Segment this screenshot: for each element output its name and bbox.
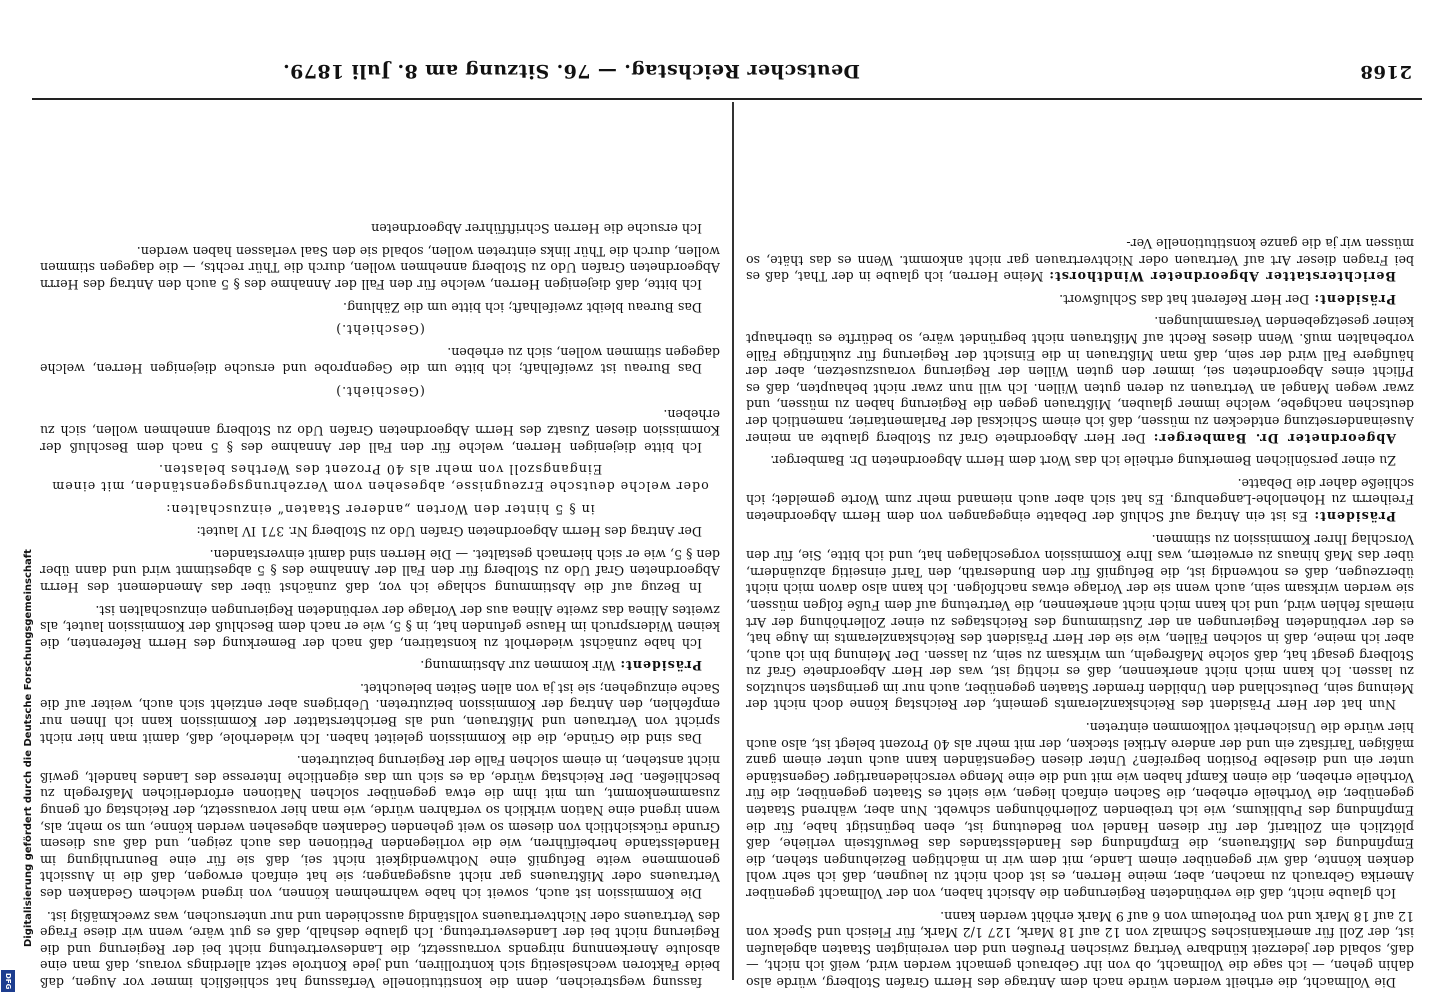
speaker-name: Präsident: xyxy=(1313,508,1396,524)
paragraph-text: Das sind die Gründe, die die Kommission geleitet haben. Ich wiederhole, daß, damit man hier nicht spricht von Vertrauen und Mißtrauen, und als Berichterstatter der Kommission kann ich Ihnen nur empfehlen, den Antrag der Kommission beizutreten. Uebrigens aber entzieht sich auch, weiter auf die Sache einzugehen; sie ist ja von allen Seiten beleuchtet. xyxy=(40,680,720,746)
left_column-paragraph xyxy=(746,290,1414,307)
paragraph-text: Nun hat der Herr Präsident des Reichskanzleramts gemeint, der Reichstag könne doch nicht der Meinung sein, Deutschland den Unbilden fremder Staaten gegenüber, auch nur im geringsten schutzlos zu lassen. Ich kann mich nicht anerkennen, daß es richtig ist, was der Herr Abgeordnete Graf zu Stolberg gesagt hat, daß solche Maßregeln, um wirksam zu sein, zu lassen. Der Meinung bin ich auch, aber ich meine, daß in solchen Fällen, wie sie der Herr Präsident des Reichskanzleramts im Auge hat, es der verbündeten Regierungen an der Zustimmung des Reichstages zu einer Zollerhöhung der Art niemals fehlen wird, und ich kann mich nicht anerkennen, die Vertretung auf dem Fuße folgen müssen, sie werden wirksam sein, auch wenn sie der Vorlage etwas nachfolgen. Ich kann also davon mich nicht überzeugen, daß es notwendig ist, die Befugniß für den Bundesrath, den Tarif einseitig abzuändern, über das Maß hinaus zu erweitern, was Ihre Kommission vorgeschlagen hat, und ich bitte, Sie, für den Vorschlag Ihrer Kommission zu stimmen. xyxy=(746,531,1414,713)
right_column-paragraph xyxy=(40,601,720,651)
right_column-paragraph xyxy=(40,523,720,540)
speaker-name: Präsident: xyxy=(1313,291,1396,307)
paragraph-text: fassung wegstreichen, denn die konstitutionelle Verfassung hat schließlich immer vor Augen, daß beide Faktoren wechselseitig sich kontrolliren, und jede Kontrole setzt allerdings voraus, daß man eine absolute Anerkennung nirgends vorraussetzt, die Landesvertretung nicht bei der Regierung und die Regierung nicht bei der Landesvertretung. Ich glaube deshalb, daß es gut wäre, wenn wir diese Frage des Vertrauens oder Nichtvertrauens vollständig ausschieden und nur untersuchen, was zweckmäßig ist. xyxy=(40,908,720,990)
paragraph-text: Meine Herren, ich glaube in der That, daß es bei Fragen dieser Art auf Vertrauen oder Nichtvertrauen gar nicht ankommt. Wenn es das thäte, so müssen wir ja die ganze konstitutionelle Ver- xyxy=(746,236,1414,285)
left_column-paragraph xyxy=(746,234,1414,284)
paragraph-text: Das Bureau bleibt zweifelhaft; ich bitte um die Zählung. xyxy=(342,299,702,315)
paragraph-text: Ich ersuche die Herren Schriftführer Abgeordneten xyxy=(371,221,702,237)
right_column-paragraph xyxy=(40,343,720,376)
left_column-paragraph xyxy=(746,474,1414,524)
paragraph-text: Der Herr Referent hat das Schlußwort. xyxy=(1059,291,1310,307)
left_column-paragraph xyxy=(746,530,1414,713)
page-header xyxy=(20,48,1420,88)
right_column-paragraph xyxy=(40,657,720,674)
right_column-paragraph xyxy=(40,461,720,494)
paragraph-text: Die Kommission ist auch, soweit ich habe wahrnehmen können, von irgend welchem Gedanken des Vertrauens oder Mißtrauens gar nicht ausgegangen; sie hat einfach erwogen, daß die in Aussicht genommene weite Befugniß eine Nothwendigkeit nicht sei, daß sie für eine Beunruhigung im Handelsstande herbeiführen, wie die vorliegenden Petitionen das auch zeigen, und daß aus diesem Grunde rücksichtlich von diesem so weit gehenden Gedanken abgesehen werden könne, um so mehr, als, wenn irgend eine Nation wirklich so verfahren würde, wie man hier voraussetzt, der Reichstag oft genug zusammenkommt, um mit ihm die etwa gegenüber solchen Nationen erforderlichen Maßregeln zu beschließen. Der Reichstag würde, da es sich um das eigentliche Interesse des Landes handelt, gewiß nicht anstehen, in einem solchen Falle der Regierung beizutreten. xyxy=(40,753,720,902)
speaker-name: Präsident: xyxy=(619,658,702,674)
paragraph-text: Ich bitte, daß diejenigen Herren, welche für den Fall der Annahme des § 5 auch den Antrag des Herrn Abgeordneten Grafen Udo zu Stolberg annehmen wollen, durch die Thür rechts, — die dagegen stimmen wollen, durch die Thür links eintreten wollen, sobald sie den Saal verlassen haben werden. xyxy=(40,243,720,293)
right_column-paragraph xyxy=(40,321,720,338)
paragraph-text: Ich bitte diejenigen Herren, welche für den Fall der Annahme des § 5 nach dem Beschluß der Kommission diesen Zusatz des Herrn Abgeordneten Grafen Udo zu Stolberg annehmen wollen, sich zu erheben. xyxy=(40,406,720,455)
right_column-paragraph xyxy=(40,298,720,315)
right_column-paragraph xyxy=(40,500,720,517)
paragraph-text: Der Antrag des Herrn Abgeordneten Grafen Udo zu Stolberg Nr. 371 IV lautet: xyxy=(196,524,702,540)
right_column-paragraph xyxy=(40,382,720,399)
speaker-name: Abgeordneter Dr. Bamberger: xyxy=(1152,430,1396,446)
right_column-paragraph xyxy=(40,907,720,990)
right_column-paragraph xyxy=(40,242,720,292)
paragraph-text: in § 5 hinter den Worten „anderer Staaten“ einzuschalten: xyxy=(165,501,595,517)
header-rule xyxy=(32,98,1422,100)
right_column-paragraph xyxy=(40,679,720,745)
left_column-paragraph xyxy=(746,452,1414,469)
paragraph-text: Das Bureau ist zweifelhaft; ich bitte um die Gegenprobe und ersuche diejenigen Herren, welche dagegen stimmen wollen, sich zu erheben. xyxy=(40,344,720,377)
paragraph-text: (Geschieht.) xyxy=(335,322,425,338)
right_column-paragraph xyxy=(40,752,720,901)
left_column-paragraph xyxy=(746,313,1414,446)
column-divider xyxy=(732,102,734,980)
left_column-paragraph xyxy=(746,907,1414,990)
paragraph-text: Zu einer persönlichen Bemerkung ertheile ich das Wort dem Herrn Abgeordneten Dr. Bamberger. xyxy=(770,453,1396,469)
paragraph-text: Der Herr Abgeordnete Graf zu Stolberg glaubte an meiner Auseinandersetzung entdecken zu müssen, daß ich einem Schicksal der Parlamentarier, namentlich der deutschen nachgebe, welche immer glauben, Mißtrauen gegen die Regierung haben zu müssen, und zwar wegen Mangel an Vertrauen zu deren guten Willen. Ich will nun zwar nicht behaupten, daß es Pflicht eines Abgeordneten sei, immer den guten Willen der Regierung vorauszusetzen, aber der häufigere Fall wird der sein, daß man Mißtrauen in die Einsicht der Regierung für zukünftige Fälle vorbehalten muß. Wenn dieses Recht auf Mißtrauen nicht begründet wäre, so bedürfte es überhaupt keiner gesetzgebenden Versammlungen. xyxy=(746,314,1414,446)
page-title: Deutscher Reichstag. — 76. Sitzung am 8. Juli 1879. xyxy=(282,60,860,82)
paragraph-text: In Bezug auf die Abstimmung schlage ich vor, daß zunächst über das Amendement des Herrn Abgeordneten Graf Udo zu Stolberg für den Fall der Annahme des § 5 abgestimmt wird und dann über den § 5, wie er sich hiernach gestaltet. — Die Herren sind damit einverstanden. xyxy=(40,546,720,595)
left-text-column xyxy=(746,106,1414,990)
paragraph-text: Es ist ein Antrag auf Schluß der Debatte eingegangen von dem Herrn Abgeordneten Freiherrn zu Hohenlohe-Langenburg. Es hat sich aber auch niemand mehr zum Worte gemeldet; ich schließe daher die Debatte. xyxy=(746,475,1414,524)
paragraph-text: Ich habe zunächst wiederholt zu konstatiren, daß nach der Bemerkung des Herrn Referenten, die keinen Widerspruch im Hause gefunden hat, in § 5, wie er nach dem Beschluß der Kommission lautet, als zweites Alinea das zweite Alinea aus der Vorlage der verbündeten Regierungen einzuschalten ist. xyxy=(40,602,720,651)
paragraph-text: Wir kommen zur Abstimmung. xyxy=(420,658,616,674)
right-text-column xyxy=(40,106,720,990)
right_column-paragraph xyxy=(40,545,720,595)
left_column-paragraph xyxy=(746,719,1414,902)
paragraph-text: oder welche deutsche Erzeugnisse, abgesehen vom Verzehrungsgegenständen, mit einem Eingangszoll von mehr als 40 Prozent des Werthes belasten. xyxy=(51,462,709,494)
digitization-note: Digitalisierung gefördert durch die Deutsche Forschungsgemeinschaft xyxy=(23,549,34,947)
paragraph-text: (Geschieht.) xyxy=(335,384,425,399)
dfg-logo: DFG xyxy=(1,970,15,992)
paragraph-text: Die Vollmacht, die ertheilt werden würde nach dem Antrage des Herrn Grafen Stolberg, würde also dahin gehen, — ich sage die Vollmacht, ob von ihr Gebrauch gemacht werden wird, weiß ich nicht, — daß, sobald der jederzeit kündbare Vertrag zwischen Preußen und den vereinigten Staaten abgelaufen ist, der Zoll für amerikanisches Schmalz von 12 auf 18 Mark, 127 1/2 Mark, für Fleisch und Speck von 12 auf 18 Mark und von Petroleum von 6 auf 9 Mark erhöht werden kann. xyxy=(746,908,1414,990)
page-number: 2168 xyxy=(1359,61,1412,82)
right_column-paragraph xyxy=(40,220,720,237)
right_column-paragraph xyxy=(40,405,720,455)
paragraph-text: Ich glaube nicht, daß die verbündeten Regierungen die Absicht haben, von der Vollmacht gegenüber Amerika Gebrauch zu machen, aber, meine Herren, es ist doch nicht zu leugnen, daß ich sehr wohl denken könnte, daß wir gegenüber einem Lande, mit dem wir in mächtigen Beziehungen stehen, die Empfindung des Mißtrauens, die Empfindung des Handelsstandes das Bewußtsein verliehe, daß plötzlich ein Zolltarif, der für diesen Handel von Bedeutung ist, eben begünstigt habe, für die Empfindung des Publikums, wie ich treibenden Zollerhöhungen schwebt. Nun aber, während Staaten gegenüber, die Vortheile erheben, die Sachen einfach liegen, wie sieht es Staaten gegenüber, die für Vortheile erheben, die einen Kampf haben wie mit und die eine Menge verschiedenartiger Gegenstände unter ein und dieselbe Position begreifen? Unter diesen Gegenständen kann auch unter einem ganz mäßigen Tarifsatz ein und der andere Artikel stecken, der mit mehr als 40 Prozent belegt ist, also auch hier würde die Unsicherheit vollkommen eintreten. xyxy=(746,720,1414,902)
speaker-name: Berichterstatter Abgeordneter Windthorst: xyxy=(1048,269,1396,285)
